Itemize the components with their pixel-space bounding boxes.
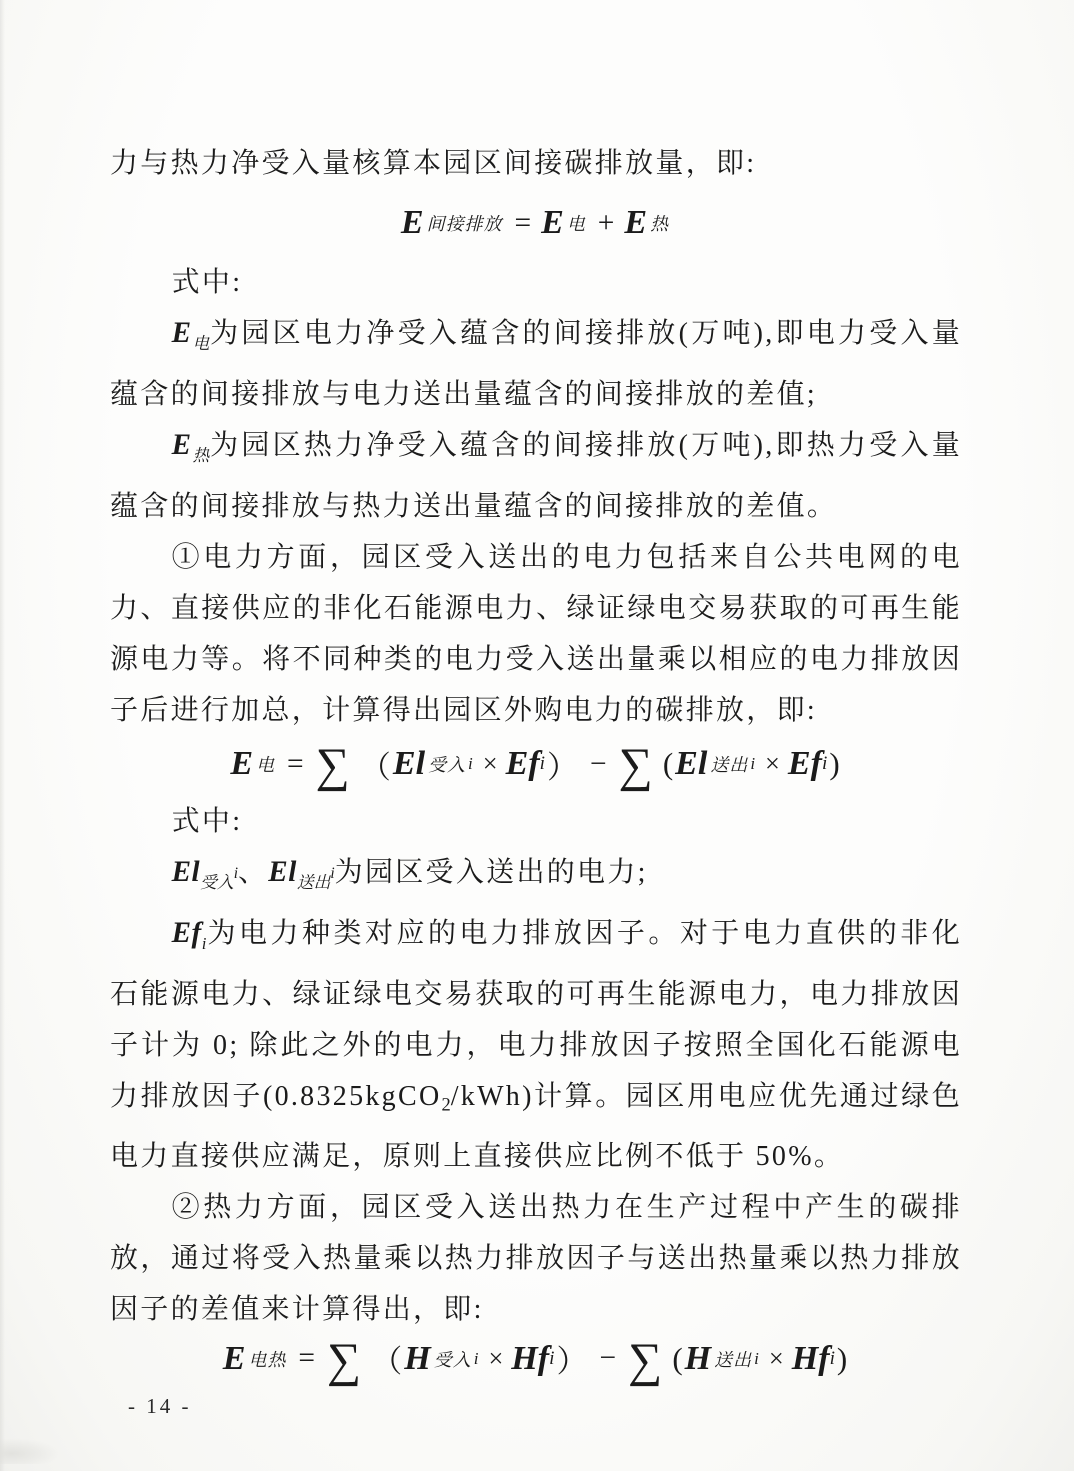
math-subscript: 电 — [256, 755, 276, 776]
math-var: E — [400, 204, 424, 241]
open-paren: ( — [672, 1340, 683, 1376]
para-el-definition — [110, 847, 962, 908]
math-var: Hf — [511, 1339, 550, 1377]
math-var: El — [392, 745, 426, 783]
math-subscript: 受入 — [200, 873, 234, 893]
math-ef — [171, 917, 207, 954]
multiply-sign: × — [765, 749, 780, 779]
para-text: 为园区电力净受入蕴含的间接排放(万吨),即电力受入量蕴含的间接排放与电力送出量蕴含的间接排放的差值; — [110, 318, 962, 411]
math-subscript: 送出 — [296, 873, 331, 893]
math-superscript: i — [468, 754, 473, 774]
math-subscript: 电热 — [248, 1349, 287, 1370]
multiply-sign: × — [482, 749, 498, 779]
page-number: - 14 - — [128, 1394, 192, 1418]
para-text: ②热力方面，园区受入送出热力在生产过程中产生的碳排放，通过将受入热量乘以热力排放因子与送出热量乘以热力排放因子的差值来计算得出，即: — [110, 1191, 962, 1325]
math-subscript: 受入 — [433, 1349, 472, 1370]
math-var: H — [684, 1339, 712, 1377]
math-subscript: i — [829, 1347, 835, 1369]
math-el-in — [171, 856, 238, 893]
minus-sign: − — [590, 747, 607, 780]
para-intro-text: 力与热力净受入量核算本园区间接碳排放量，即: — [110, 148, 757, 179]
math-subscript: i — [201, 934, 207, 954]
math-subscript: 电 — [191, 334, 211, 354]
para-text: ①电力方面，园区受入送出的电力包括来自公共电网的电力、直接供应的非化石能源电力、绿证绿电交易获取的可再生能源电力等。将不同种类的电力受入送出量乘以相应的电力排放因子后进行加总，计算得出园区外购电力的碳排放，即: — [110, 542, 962, 727]
where-label-1 — [110, 257, 962, 308]
para-item1-electricity — [110, 532, 962, 736]
scan-smudge — [0, 1438, 60, 1464]
math-var: E — [222, 1339, 246, 1377]
where-label-text: 式中: — [171, 267, 243, 298]
equals-sign: = — [287, 747, 304, 780]
math-var: El — [171, 856, 201, 889]
math-superscript: i — [750, 754, 756, 774]
math-subscript: 间接排放 — [426, 214, 503, 234]
math-e-elec — [171, 317, 211, 354]
list-separator: 、 — [237, 857, 269, 889]
para-intro — [110, 138, 962, 189]
open-paren: （ — [371, 1344, 403, 1380]
scan-edge-shadow — [0, 0, 5, 1471]
math-var: Ef — [171, 917, 202, 950]
para-text: 为电力种类对应的电力排放因子。对于电力直供的非化石能源电力、绿证绿电交易获取的可再生能源电力，电力排放因子计为 0; 除此之外的电力，电力排放因子按照全国化石能源电力排放因子(0.8325kgCO — [110, 918, 962, 1113]
math-var: H — [404, 1339, 431, 1377]
formula-electricity-emission: E 电 = ∑ （ El 受入 i × Ef i ） − ∑ ( El 送出 i × Ef i ) — [230, 739, 840, 793]
plus-sign: + — [597, 206, 615, 239]
multiply-sign: × — [768, 1343, 784, 1373]
equals-sign: = — [514, 206, 532, 239]
where-label-text: 式中: — [171, 806, 243, 838]
math-subscript: 受入 — [428, 755, 466, 776]
para-text: 为园区受入送出的电力; — [334, 857, 648, 889]
math-var: E — [230, 745, 254, 783]
where-label-2 — [110, 796, 962, 847]
close-paren: ） — [547, 749, 579, 785]
math-var: E — [541, 204, 564, 241]
formula-heat-emission: E 电热 = ∑ （ H 受入 i × Hf i ） − ∑ ( H 送出 i × Hf i ) — [222, 1333, 848, 1387]
math-subscript: 送出 — [714, 1349, 753, 1370]
para-text: /kWh)计算。园区用电应优先通过绿色电力直接供应满足，原则上直接供应比例不低于 50%。 — [110, 1081, 962, 1172]
math-subscript: 送出 — [710, 755, 749, 776]
math-subscript: 热 — [191, 446, 211, 466]
math-var: E — [171, 429, 192, 462]
close-paren: ） — [556, 1344, 588, 1380]
equals-sign: = — [298, 1342, 316, 1375]
math-subscript: i — [549, 1347, 555, 1369]
para-e-heat-definition — [110, 420, 962, 532]
open-paren: （ — [359, 749, 391, 785]
math-subscript: i — [821, 753, 828, 775]
para-text: 为园区热力净受入蕴含的间接排放(万吨),即热力受入量蕴含的间接排放与热力送出量蕴含的间接排放的差值。 — [110, 430, 962, 523]
open-paren: ( — [662, 746, 674, 782]
math-superscript: i — [754, 1348, 759, 1368]
para-ef-definition — [110, 908, 962, 1182]
math-e-heat — [171, 429, 211, 466]
minus-sign: − — [599, 1342, 617, 1375]
math-var: Hf — [791, 1339, 830, 1377]
math-subscript: 热 — [650, 214, 670, 234]
math-superscript: i — [330, 865, 335, 883]
math-var: E — [171, 317, 192, 349]
math-superscript: i — [233, 865, 238, 883]
math-var: Ef — [787, 745, 822, 783]
para-e-elec-definition — [110, 308, 962, 420]
page-content — [110, 138, 962, 1393]
math-subscript: 电 — [566, 214, 586, 234]
close-paren: ) — [829, 746, 840, 782]
math-var: E — [624, 204, 648, 241]
formula-indirect-emission — [110, 189, 962, 257]
math-subscript: i — [539, 753, 546, 775]
math-el-out — [268, 856, 335, 893]
para-item2-heat — [110, 1182, 962, 1335]
math-var: Ef — [505, 745, 540, 783]
co2-subscript: 2 — [441, 1094, 451, 1115]
math-superscript: i — [473, 1348, 479, 1368]
close-paren: ) — [836, 1340, 848, 1376]
multiply-sign: × — [488, 1343, 504, 1373]
math-var: El — [268, 856, 297, 889]
math-var: El — [675, 745, 708, 783]
